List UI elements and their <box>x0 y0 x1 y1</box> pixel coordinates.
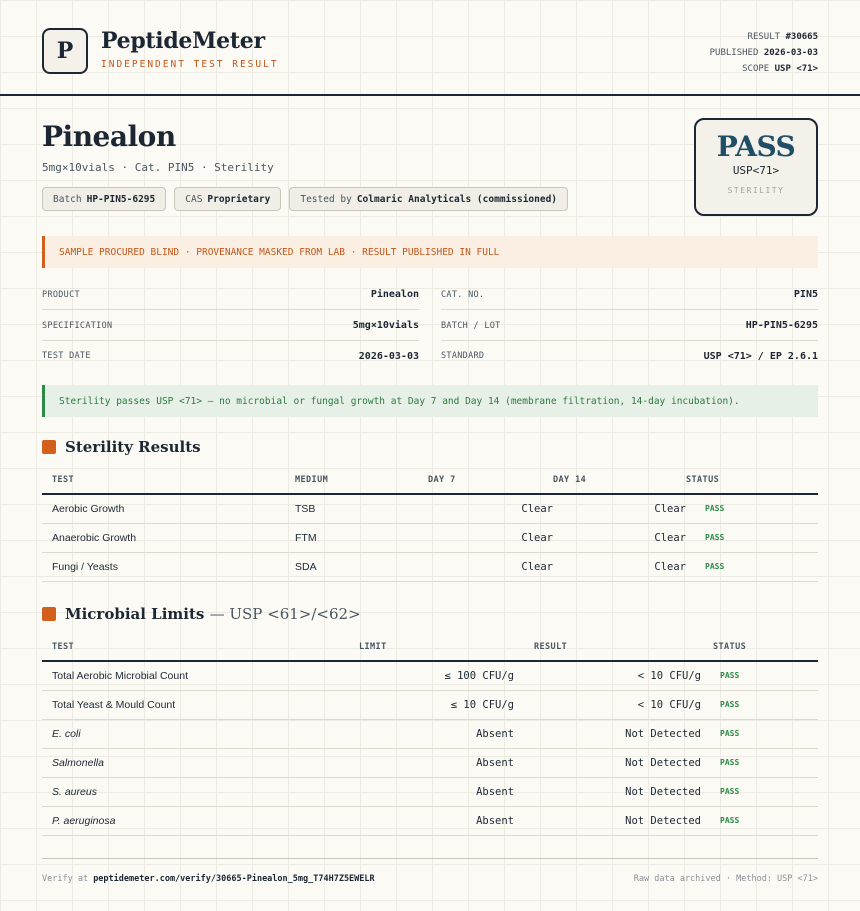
sterility-section-title: Sterility Results <box>42 438 201 456</box>
table-row: Salmonella Absent Not Detected PASS <box>42 748 818 777</box>
section-marker-icon <box>42 440 56 454</box>
detail-product: PRODUCT Pinealon <box>42 280 419 310</box>
brand-name: PeptideMeter <box>101 28 265 54</box>
microbial-table: TEST LIMIT RESULT STATUS Total Aerobic Microbial Count ≤ 100 CFU/g < 10 CFU/g PASS Total Yeast & Mould Count ≤ 10 CFU/g < 10 CFU/g PASS E. coli Absent Not Detected PASS Salmonella Absent Not Detected PASS S. aureus Absent Not Detected PASS P. aeruginosa Absent Not Detected PASS <box>42 634 818 836</box>
verdict-standard: USP<71> <box>732 164 780 177</box>
status-badge: PASS <box>701 661 818 690</box>
microbial-section-title: Microbial Limits — USP <61>/<62> <box>42 605 361 623</box>
status-badge: PASS <box>701 719 818 748</box>
tested-by-chip: Tested by Colmaric Analyticals (commissioned) <box>289 187 568 211</box>
sterility-table: TEST MEDIUM DAY 7 DAY 14 STATUS Aerobic Growth TSB Clear Clear PASS Anaerobic Growth FTM Clear Clear PASS Fungi / Yeasts SDA Clear Clear PASS <box>42 467 818 582</box>
logo <box>42 28 88 74</box>
table-row: Aerobic Growth TSB Clear Clear PASS <box>42 494 818 523</box>
table-row: Total Aerobic Microbial Count ≤ 100 CFU/g < 10 CFU/g PASS <box>42 661 818 690</box>
table-row: Fungi / Yeasts SDA Clear Clear PASS <box>42 552 818 581</box>
batch-chip: Batch HP-PIN5-6295 <box>42 187 166 211</box>
status-badge: PASS <box>701 806 818 835</box>
report-header <box>0 0 860 96</box>
verdict-word: PASS <box>716 130 796 163</box>
status-badge: PASS <box>686 494 818 523</box>
published-date: PUBLISHED 2026-03-03 <box>709 48 818 58</box>
status-badge: PASS <box>701 777 818 806</box>
brand-tagline: INDEPENDENT TEST RESULT <box>101 59 279 70</box>
detail-batch: BATCH / LOT HP-PIN5-6295 <box>441 311 818 341</box>
product-chips <box>42 187 568 211</box>
detail-cat-no: CAT. NO. PIN5 <box>441 280 818 310</box>
cas-chip: CAS Proprietary <box>174 187 281 211</box>
table-row: P. aeruginosa Absent Not Detected PASS <box>42 806 818 835</box>
table-row: Anaerobic Growth FTM Clear Clear PASS <box>42 523 818 552</box>
product-subtitle: 5mg×10vials · Cat. PIN5 · Sterility <box>42 161 274 174</box>
result-id: RESULT #30665 <box>747 32 818 42</box>
verdict-stamp <box>694 118 818 216</box>
verdict-scope: STERILITY <box>727 186 785 195</box>
status-badge: PASS <box>701 690 818 719</box>
footer-divider <box>42 858 818 859</box>
verify-link-text: Verify at peptidemeter.com/verify/30665-Pinealon_5mg_T74H7Z5EWELR <box>42 874 375 884</box>
summary-banner: Sterility passes USP <71> — no microbial or fungal growth at Day 7 and Day 14 (membrane filtration, 14-day incubation). <box>42 385 818 417</box>
status-badge: PASS <box>686 552 818 581</box>
status-badge: PASS <box>701 748 818 777</box>
procurement-notice: SAMPLE PROCURED BLIND · PROVENANCE MASKED FROM LAB · RESULT PUBLISHED IN FULL <box>42 236 818 268</box>
table-row: E. coli Absent Not Detected PASS <box>42 719 818 748</box>
detail-standard: STANDARD USP <71> / EP 2.6.1 <box>441 350 818 362</box>
scope: SCOPE USP <71> <box>742 64 818 74</box>
verify-url[interactable]: peptidemeter.com/verify/30665-Pinealon_5mg_T74H7Z5EWELR <box>93 874 375 884</box>
detail-test-date: TEST DATE 2026-03-03 <box>42 350 419 362</box>
product-title: Pinealon <box>42 120 176 153</box>
logo-letter: P <box>56 38 74 64</box>
footer-note: Raw data archived · Method: USP <71> <box>633 874 818 884</box>
report-meta <box>710 29 818 77</box>
table-row: S. aureus Absent Not Detected PASS <box>42 777 818 806</box>
table-row: Total Yeast & Mould Count ≤ 10 CFU/g < 10 CFU/g PASS <box>42 690 818 719</box>
detail-specification: SPECIFICATION 5mg×10vials <box>42 311 419 341</box>
status-badge: PASS <box>686 523 818 552</box>
section-marker-icon <box>42 607 56 621</box>
